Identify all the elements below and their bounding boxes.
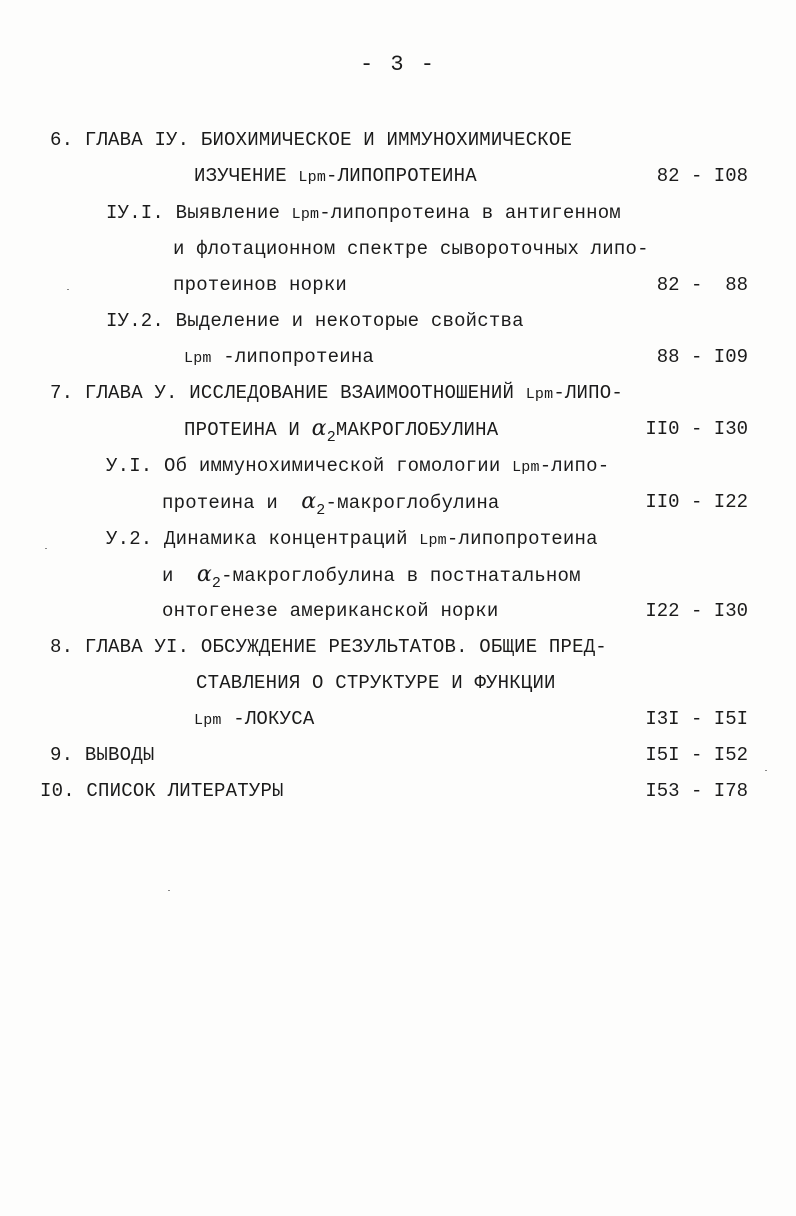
page-number: - 3 - — [359, 52, 436, 77]
entry-5-2-line-3: онтогенезе американской норки — [162, 600, 499, 622]
lpm-label: Lpm — [298, 169, 327, 186]
lpm-label: Lpm — [512, 459, 540, 476]
entry-7-number: 7. — [50, 382, 74, 404]
entry-5-2-line-2a: и — [162, 565, 197, 587]
scan-speck — [765, 770, 767, 771]
alpha-subscript: 2 — [211, 575, 222, 592]
entry-5-1-line-1b: -липо- — [539, 455, 610, 477]
entry-8-line-2: СТАВЛЕНИЯ О СТРУКТУРЕ И ФУНКЦИИ — [196, 672, 556, 694]
scan-speck — [45, 548, 47, 549]
entry-4-2-line-2 — [184, 345, 374, 371]
alpha-subscript: 2 — [316, 502, 326, 519]
entry-5-1-line-2b: -макроглобулина — [325, 492, 500, 514]
entry-6-line-2a: ИЗУЧЕНИЕ — [194, 165, 299, 187]
entry-6-line-1 — [50, 128, 572, 152]
entry-7-line-2 — [184, 417, 498, 444]
entry-4-2-line-2b: -липопротеина — [211, 346, 375, 368]
entry-4-2-line-1 — [106, 309, 524, 333]
entry-4-2-line-1-text: Выделение и некоторые свойства — [175, 310, 524, 332]
entry-6-heading: ГЛАВА IУ. БИОХИМИЧЕСКОЕ И ИММУНОХИМИЧЕСКОЕ — [84, 129, 573, 151]
lpm-label: Lpm — [194, 712, 222, 729]
entry-6-line-2b: -ЛИПОПРОТЕИНА — [326, 165, 477, 187]
entry-10-line-1 — [40, 779, 284, 803]
entry-8-pages: I3I - I5I — [645, 708, 748, 730]
entry-6-number: 6. — [50, 129, 74, 151]
entry-7-line-2a: ПРОТЕИНА И — [184, 419, 312, 441]
entry-10-heading: СПИСОК ЛИТЕРАТУРЫ — [86, 780, 284, 802]
entry-6-pages: 82 - I08 — [656, 165, 748, 187]
entry-10-number: I0. — [40, 780, 75, 802]
entry-5-2-number: У.2. — [106, 528, 153, 550]
entry-9-line-1 — [50, 743, 154, 767]
entry-10-pages: I53 - I78 — [645, 780, 748, 802]
entry-4-1-pages: 82 - 88 — [656, 274, 748, 296]
alpha-subscript: 2 — [326, 429, 336, 446]
scan-speck — [168, 890, 170, 891]
entry-8-line-1 — [50, 635, 607, 659]
lpm-label: Lpm — [291, 206, 320, 223]
entry-4-2-number: IУ.2. — [106, 310, 165, 332]
entry-7-line-2b: МАКРОГЛОБУЛИНА — [335, 419, 499, 441]
entry-7-heading-a: ГЛАВА У. ИССЛЕДОВАНИЕ ВЗАИМООТНОШЕНИЙ — [84, 382, 526, 404]
entry-8-line-3 — [194, 707, 314, 733]
entry-5-1-line-2a: протеина и — [162, 492, 302, 514]
lpm-label: Lpm — [525, 386, 554, 403]
entry-5-2-line-2b: -макроглобулина в постнатальном — [221, 565, 581, 587]
scan-speck — [67, 289, 69, 290]
entry-7-line-1 — [50, 381, 623, 407]
entry-5-2-line-1 — [106, 527, 598, 553]
alpha-symbol: α — [301, 489, 317, 514]
lpm-label: Lpm — [419, 532, 447, 549]
entry-6-line-2 — [194, 164, 477, 190]
entry-5-1-pages: II0 - I22 — [645, 491, 748, 513]
entry-4-1-line-1b: -липопротеина в антигенном — [319, 202, 621, 224]
entry-4-1-line-3: протеинов норки — [173, 274, 348, 296]
entry-5-1-number: У.I. — [106, 455, 153, 477]
entry-5-2-pages: I22 - I30 — [645, 600, 748, 622]
entry-5-1-line-1a: Об иммунохимической гомологии — [164, 455, 513, 477]
entry-8-line-3b: -ЛОКУСА — [221, 708, 315, 730]
entry-9-heading: ВЫВОДЫ — [84, 744, 155, 766]
entry-7-heading-b: -ЛИПО- — [553, 382, 623, 404]
alpha-symbol: α — [196, 562, 212, 587]
entry-5-2-line-1b: -липопротеина — [446, 528, 598, 550]
entry-4-1-line-2: и флотационном спектре сывороточных липо- — [173, 238, 649, 260]
entry-4-1-number: IУ.I. — [106, 202, 165, 224]
entry-5-1-line-1 — [106, 454, 609, 480]
entry-5-2-line-2 — [162, 563, 581, 590]
alpha-symbol: α — [311, 416, 327, 441]
entry-4-1-line-1a: Выявление — [175, 202, 292, 224]
entry-5-2-line-1a: Динамика концентраций — [164, 528, 420, 550]
entry-8-heading: ГЛАВА УI. ОБСУЖДЕНИЕ РЕЗУЛЬТАТОВ. ОБЩИЕ ПРЕД- — [84, 636, 607, 658]
entry-5-1-line-2 — [162, 490, 500, 517]
entry-9-number: 9. — [50, 744, 74, 766]
entry-4-1-line-1 — [106, 201, 621, 227]
entry-8-number: 8. — [50, 636, 74, 658]
entry-4-2-pages: 88 - I09 — [656, 346, 748, 368]
lpm-label: Lpm — [184, 350, 212, 367]
entry-7-pages: II0 - I30 — [645, 418, 748, 440]
entry-9-pages: I5I - I52 — [645, 744, 748, 766]
